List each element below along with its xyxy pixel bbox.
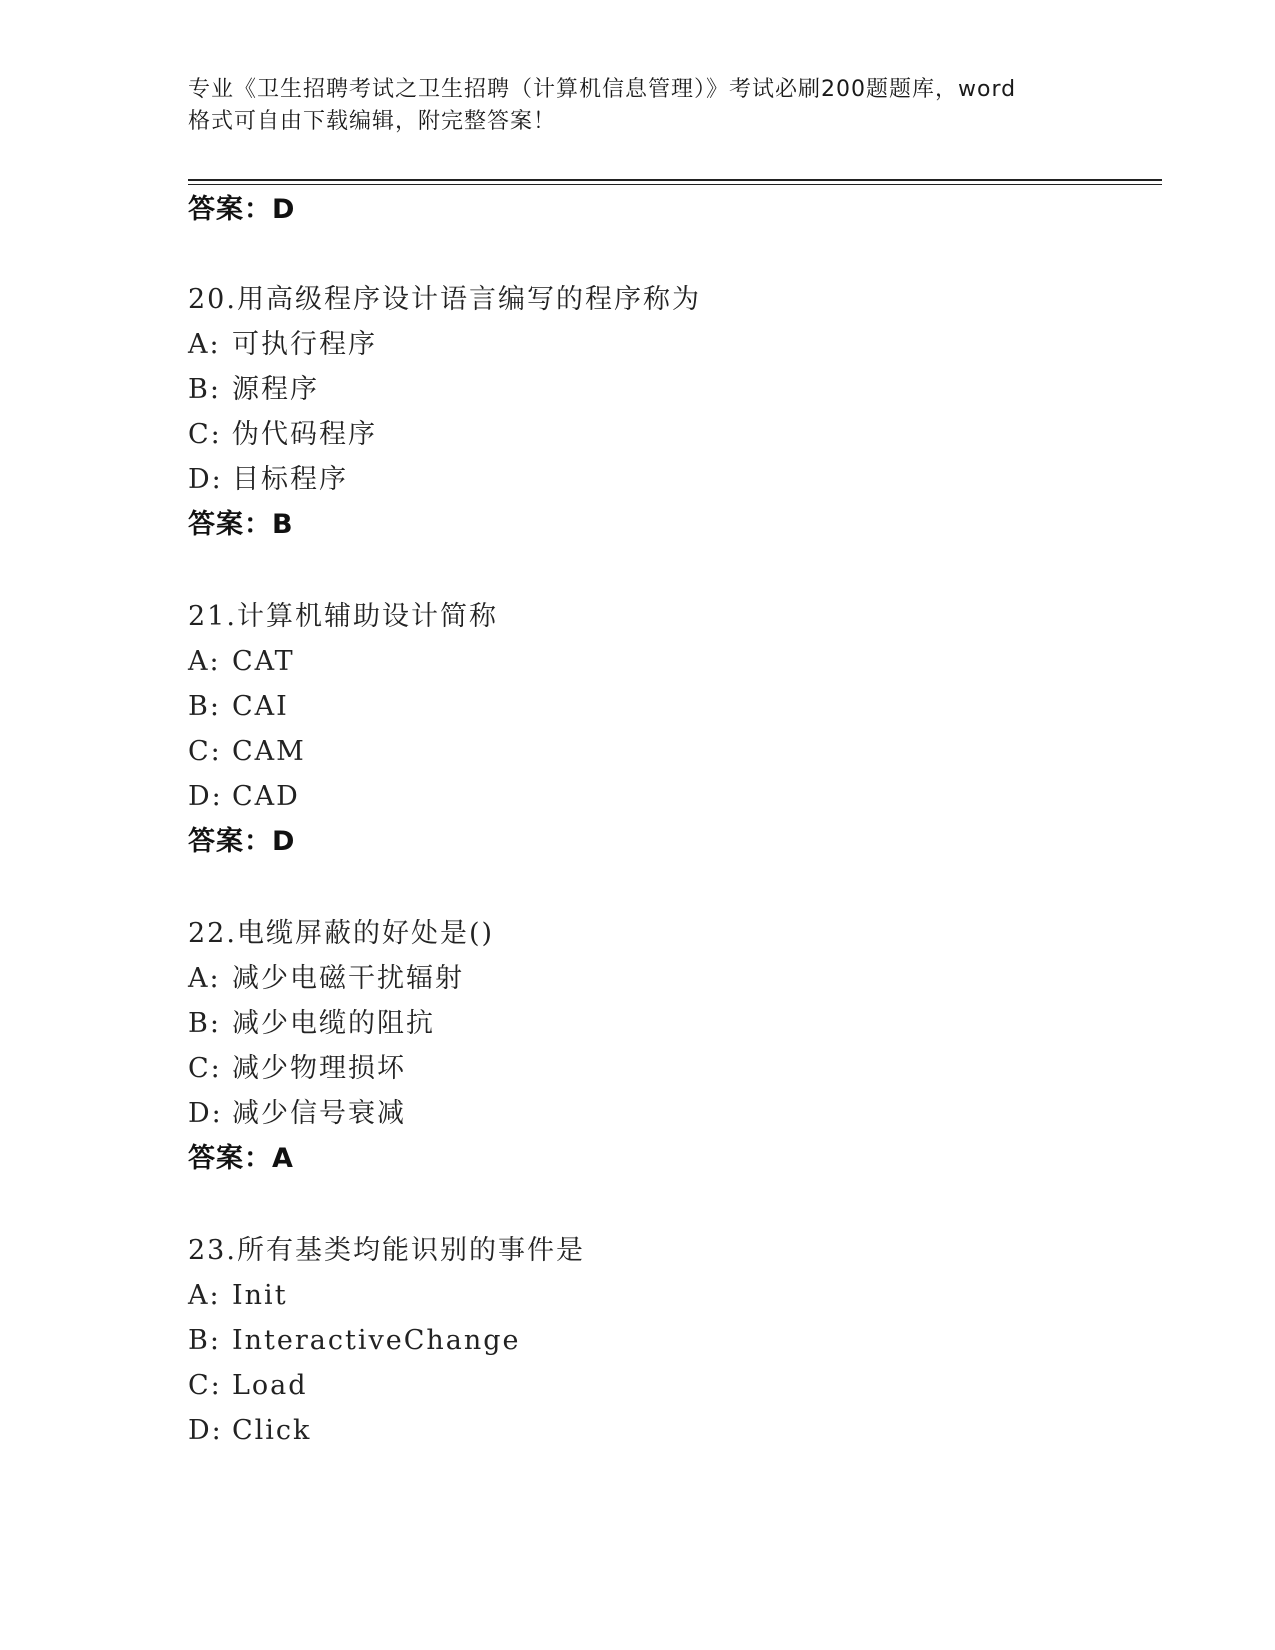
option-b (188, 373, 319, 407)
option-text: CAT (232, 646, 295, 677)
option-text: Click (232, 1415, 312, 1446)
option-c (188, 1052, 406, 1086)
option-letter: A: (188, 1280, 221, 1311)
option-text: 减少信号衰减 (232, 1098, 406, 1129)
answer-line: 答案：D (188, 826, 296, 857)
option-text: CAD (232, 781, 300, 812)
option-letter: D: (188, 1415, 223, 1446)
option-text: 源程序 (232, 374, 319, 405)
option-text: 减少物理损坏 (232, 1053, 406, 1084)
document-header (188, 74, 1088, 138)
option-text: CAI (232, 691, 289, 722)
option-letter: B: (188, 1325, 221, 1356)
option-letter: B: (188, 1008, 221, 1039)
option-letter: C: (188, 736, 222, 767)
option-letter: C: (188, 1370, 222, 1401)
option-text: CAM (232, 736, 306, 767)
option-letter: C: (188, 1053, 222, 1084)
option-d (188, 463, 348, 497)
option-letter: D: (188, 1098, 223, 1129)
option-c (188, 1369, 308, 1403)
option-d (188, 780, 300, 814)
option-b (188, 1324, 521, 1358)
header-line-2: 格式可自由下载编辑，附完整答案！ (188, 109, 557, 134)
option-text: Init (232, 1280, 288, 1311)
option-letter: B: (188, 374, 221, 405)
option-b (188, 1007, 435, 1041)
option-text: 目标程序 (232, 464, 348, 495)
option-c (188, 735, 306, 769)
option-a (188, 328, 377, 362)
option-letter: C: (188, 419, 222, 450)
header-rule-thick (188, 179, 1162, 181)
answer-line: 答案：B (188, 509, 294, 540)
option-text: 减少电缆的阻抗 (232, 1008, 435, 1039)
option-a (188, 645, 295, 679)
option-text: 减少电磁干扰辐射 (232, 963, 464, 994)
answer-line: 答案：A (188, 1143, 294, 1174)
option-letter: D: (188, 464, 223, 495)
option-letter: A: (188, 963, 221, 994)
option-text: InteractiveChange (232, 1325, 521, 1356)
option-b (188, 690, 289, 724)
option-a (188, 1279, 288, 1313)
previous-answer: 答案：D (188, 194, 296, 225)
option-d (188, 1097, 406, 1131)
question-title: 23.所有基类均能识别的事件是 (188, 1235, 585, 1266)
question-title: 20.用高级程序设计语言编写的程序称为 (188, 284, 701, 315)
question-title: 21.计算机辅助设计简称 (188, 601, 498, 632)
option-letter: D: (188, 781, 223, 812)
option-letter: B: (188, 691, 221, 722)
option-text: 伪代码程序 (232, 419, 377, 450)
option-d (188, 1414, 311, 1448)
option-c (188, 418, 377, 452)
option-letter: A: (188, 329, 221, 360)
header-rule-thin (188, 184, 1162, 185)
option-a (188, 962, 464, 996)
option-text: Load (232, 1370, 308, 1401)
option-text: 可执行程序 (232, 329, 377, 360)
question-title: 22.电缆屏蔽的好处是() (188, 918, 495, 949)
option-letter: A: (188, 646, 221, 677)
header-line-1: 专业《卫生招聘考试之卫生招聘（计算机信息管理）》考试必刷200题题库，word (188, 77, 1017, 102)
